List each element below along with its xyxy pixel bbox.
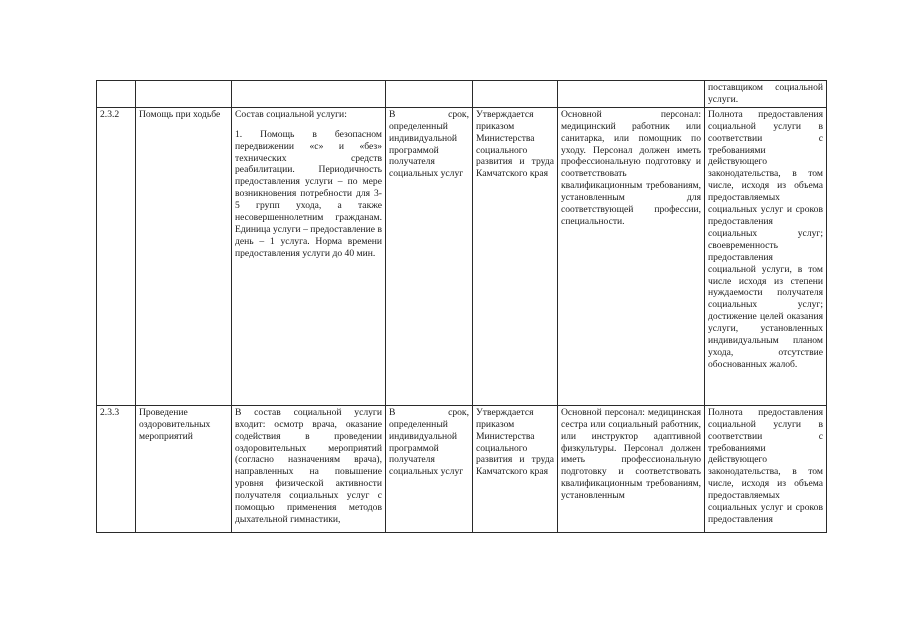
service-staff-text: Основной персонал: медицинская сестра или социальный работник, или инструктор адаптивной физкультуры. Персонал должен иметь профессиональную подготовку и соответствовать квалификационным требованиям, установленным xyxy=(561,406,701,502)
row0-number-cell xyxy=(97,81,136,108)
row0-tariff-cell xyxy=(473,81,558,108)
service-number: 2.3.2 xyxy=(97,107,136,405)
service-staff xyxy=(558,405,705,532)
table-row xyxy=(97,107,827,405)
service-content-text: В состав социальной услуги входит: осмотр врача, оказание содействия в проведении оздоровительных мероприятий (согласно назначениям врача), направленных на повышение уровня физической активности получателя социальных услуг с помощью применения методов дыхательной гимнастики, xyxy=(235,406,382,525)
service-staff: Основной персонал: медицинский работник или санитарка, или помощник по уходу. Персонал должен иметь профессиональную подготовку и соответствовать квалификационным требованиям, установленным для соответствующей профессии, специальности. xyxy=(558,107,705,405)
service-quality: Полнота предоставления социальной услуги в соответствии с требованиями действующего законодательства, в том числе, исходя из объема предоставляемых социальных услуг и сроков предоставления социальных услуг; своевременность предоставления социальной услуги, в том числе исходя из степени нуждаемости получателя социальных услуг; достижение целей оказания услуги, установленных индивидуальным планом ухода, отсутствие обоснованных жалоб. xyxy=(705,107,827,405)
row0-term-cell xyxy=(386,81,473,108)
row0-staff-cell xyxy=(558,81,705,108)
service-name: Проведение оздоровительных мероприятий xyxy=(136,405,232,532)
service-term: В срок, определенный индивидуальной программой получателя социальных услуг xyxy=(386,107,473,405)
service-content-heading: Состав социальной услуги: xyxy=(235,108,347,120)
services-table xyxy=(96,80,827,533)
service-term: В срок, определенный индивидуальной программой получателя социальных услуг xyxy=(386,405,473,532)
service-quality xyxy=(705,405,827,532)
service-name: Помощь при ходьбе xyxy=(136,107,232,405)
row0-name-cell xyxy=(136,81,232,108)
table-row xyxy=(97,81,827,108)
service-content xyxy=(232,405,386,532)
service-tariff: Утверждается приказом Министерства социального развития и труда Камчатского края xyxy=(473,405,558,532)
service-quality-text: Полнота предоставления социальной услуги в соответствии с требованиями действующего законодательства, в том числе, исходя из объема предоставляемых социальных услуг и сроков предоставления xyxy=(708,406,823,525)
row0-quality-cell: поставщиком социальной услуги. xyxy=(705,81,827,108)
service-content-body: 1. Помощь в безопасном передвижении «с» и «без» технических средств реабилитации. Периодичность предоставления услуги – по мере возникновения потребности для 3-5 групп ухода, а также несовершеннолетним гражданам. Единица услуги – предоставление в день – 1 услуга. Норма времени предоставления услуги до 40 мин. xyxy=(235,128,382,259)
table-row xyxy=(97,405,827,532)
row0-content-cell xyxy=(232,81,386,108)
service-content-cell xyxy=(232,107,386,405)
service-number: 2.3.3 xyxy=(97,405,136,532)
service-tariff: Утверждается приказом Министерства социального развития и труда Камчатского края xyxy=(473,107,558,405)
